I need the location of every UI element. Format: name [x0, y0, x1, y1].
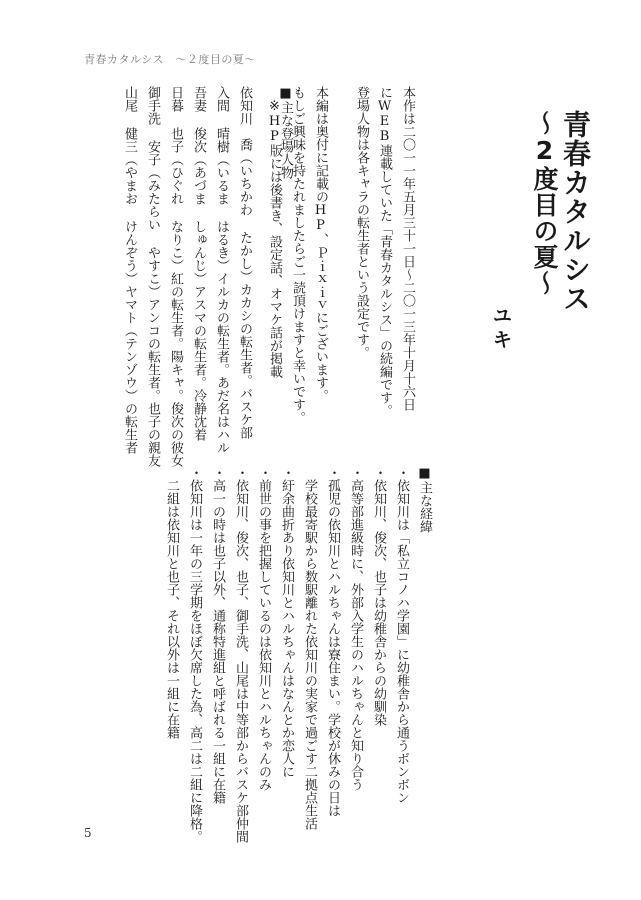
- plot-item: ・孤児の依知川とハルちゃんは寮住まい。学校が休みの日は: [325, 466, 340, 817]
- plot-item: ・依知川、俊次、也子は幼稚舎からの幼馴染: [371, 466, 386, 726]
- page-number: 5: [84, 826, 92, 840]
- intro-line: 登場人物は各キャラの転生者という設定です。: [354, 86, 369, 359]
- cast-entry: 吾妻 俊次（あづま しゅんじ）アスマの転生者。冷静沈着: [191, 86, 206, 441]
- plot-item: ・依知川は「私立コノハ学園」に幼稚舎から通うボンボン: [394, 466, 409, 804]
- cast-entry: 入間 晴樹（いるま はるき）イルカの転生者。あだ名はハル: [214, 86, 229, 454]
- plot-section: [160, 466, 436, 843]
- cast-heading: ■主な登場人物: [278, 86, 293, 179]
- cast-entry: 御手洗 安子（みたらい やすこ）アンコの転生者。也子の親友: [145, 86, 160, 467]
- plot-item: ・紆余曲折あり依知川とハルちゃんはなんとか恋人に: [279, 466, 294, 778]
- plot-item: 学校最寄駅から数駅離れた依知川の実家で過ごす二拠点生活: [302, 479, 317, 830]
- intro-line: 本編は奥付に記載のHP、Ｐｉｘｉｖにございます。: [313, 86, 328, 402]
- cast-entry: 日暮 也子（ひぐれ なりこ）紅の転生者。陽キャ。俊次の彼女: [168, 86, 183, 467]
- plot-item: ・依知川、俊次、也子、御手洗、山尾は中等部からバスケ部仲間: [233, 466, 248, 843]
- intro-line: もしご興味を持たれましたらご一読頂けますと幸いです。: [290, 86, 305, 424]
- plot-item: ・依知川は一年の三学期をほぼ欠席した為、高二は二組に降格。: [187, 466, 202, 843]
- author-name: ユキ: [489, 305, 513, 353]
- plot-item: 二組は依知川と也子、それ以外は一組に在籍: [164, 479, 179, 739]
- cast-section: [118, 86, 297, 486]
- plot-heading: ■主な経緯: [417, 466, 432, 533]
- cast-entry: 山尾 健三（やまお けんぞう）ヤマト（テンゾウ）の転生者: [122, 86, 137, 454]
- running-header: 青春カタルシス ～２度目の夏～: [84, 53, 256, 66]
- plot-item: ・高一の時は也子以外、通称特進組と呼ばれる一組に在籍: [210, 466, 225, 804]
- book-title: 青春カタルシス: [559, 110, 592, 313]
- intro-line: にWEB連載していた「青春カタルシス」の続編です。: [377, 86, 392, 417]
- plot-item: ・高等部進級時に、外部入学生のハルちゃんと知り合う: [348, 466, 363, 791]
- intro-line: 本作は二〇一一年五月三十一日～二〇一三年十月十六日: [400, 86, 415, 411]
- book-subtitle: ～2度目の夏～: [530, 110, 559, 296]
- plot-item: ・前世の事を把握しているのは依知川とハルちゃんのみ: [256, 466, 271, 791]
- title-block: [530, 110, 590, 340]
- intro-note: ※HP版には後書き、設定話、オマケ話が掲載: [267, 99, 282, 378]
- cast-entry: 依知川 喬（いちかわ たかし）カカシの転生者。バスケ部: [237, 86, 252, 439]
